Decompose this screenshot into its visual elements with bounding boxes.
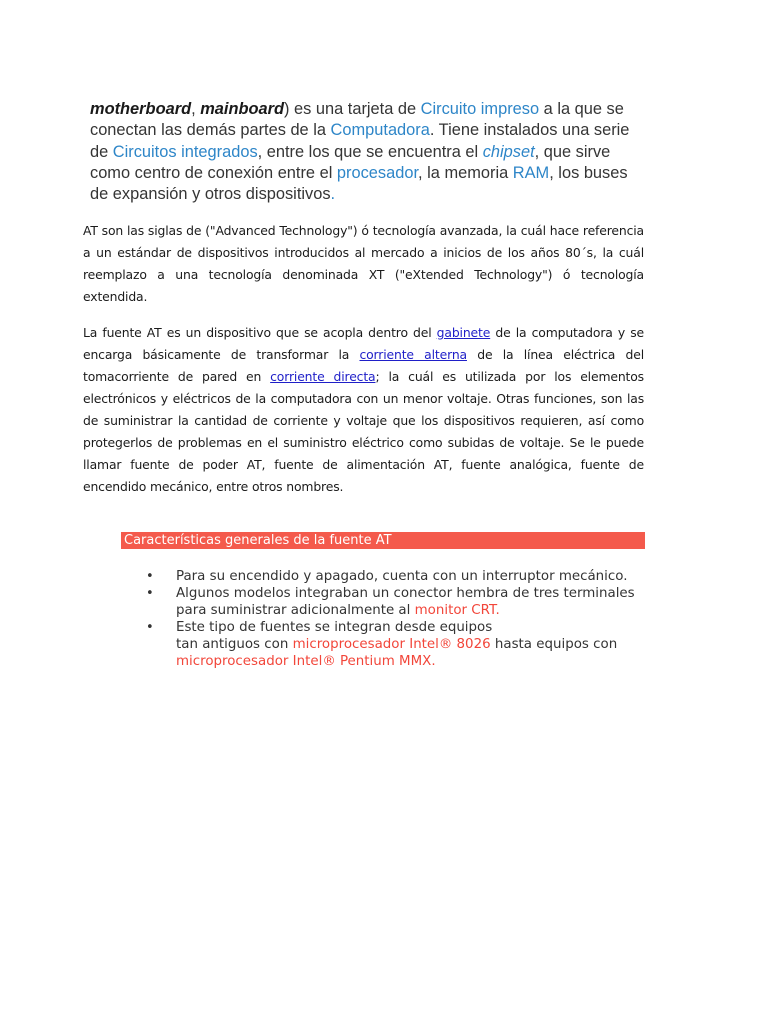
intro-paragraph bbox=[90, 99, 650, 205]
link-intel-8026[interactable]: microprocesador Intel® 8026 bbox=[292, 637, 491, 652]
list-item-text: Algunos modelos integraban un conector hembra de tres terminales para suministrar adicionalmente al bbox=[176, 586, 635, 618]
fuente-text-1: La fuente AT es un dispositivo que se acopla dentro del bbox=[83, 325, 437, 340]
list-item-text: tan antiguos con bbox=[176, 637, 293, 652]
list-item-text: Para su encendido y apagado, cuenta con un interruptor mecánico. bbox=[176, 569, 628, 584]
fuente-text-2: de la computadora y se encarga básicamente de transformar la bbox=[83, 325, 644, 362]
term-mainboard: mainboard bbox=[200, 100, 284, 118]
at-definition-paragraph: AT son las siglas de ("Advanced Technology") ó tecnología avanzada, la cuál hace referencia a un estándar de dispositivos introducidos al mercado a inicios de los años 80´s, la cuál reemplazo a una tecnología denominada XT ("eXtended Technology") ó tecnología extendida. bbox=[83, 223, 644, 304]
list-item-text: hasta equipos con bbox=[490, 637, 618, 652]
list-item-end: . bbox=[431, 654, 436, 669]
intro-text-2: a la que se conectan las demás partes de la bbox=[90, 100, 624, 140]
link-corriente-directa[interactable]: corriente directa bbox=[270, 369, 376, 384]
intro-text-7: , los buses de expansión y otros dispositivos bbox=[90, 163, 628, 204]
section-heading: Características generales de la fuente AT bbox=[121, 532, 645, 549]
bullet-icon: • bbox=[146, 586, 154, 601]
link-circuitos-integrados[interactable]: Circuitos integrados bbox=[112, 142, 258, 161]
bullet-icon: • bbox=[146, 620, 154, 635]
link-intel-pentium-mmx[interactable]: microprocesador Intel® Pentium MMX bbox=[176, 654, 432, 669]
link-ram[interactable]: RAM bbox=[512, 163, 550, 182]
link-corriente-alterna[interactable]: corriente alterna bbox=[359, 347, 467, 362]
bullet-icon: • bbox=[146, 569, 154, 584]
link-procesador[interactable]: procesador bbox=[336, 163, 419, 182]
link-chipset[interactable]: chipset bbox=[482, 142, 535, 161]
link-computadora[interactable]: Computadora bbox=[330, 121, 430, 140]
link-circuito-impreso[interactable]: Circuito impreso bbox=[420, 100, 540, 118]
intro-text-4: , entre los que se encuentra el bbox=[257, 142, 483, 161]
list-item bbox=[146, 619, 646, 670]
list-item-end: . bbox=[495, 603, 500, 618]
link-monitor-crt[interactable]: monitor CRT bbox=[414, 603, 496, 618]
separator: , bbox=[191, 100, 201, 118]
intro-end: . bbox=[330, 185, 336, 204]
list-item bbox=[146, 568, 646, 585]
features-list bbox=[146, 568, 646, 670]
fuente-text-3: de la línea eléctrica del tomacorriente de pared en bbox=[83, 347, 644, 384]
intro-text-1: ) es una tarjeta de bbox=[284, 100, 421, 118]
intro-text-3: . Tiene instalados una serie de bbox=[90, 121, 630, 161]
fuente-text-4: ; la cuál es utilizada por los elementos electrónicos y eléctricos de la computadora con un menor voltaje. Otras funciones, son las de suministrar la cantidad de corriente y voltaje que los dispositivos requieren, así como protegerlos de problemas en el suministro eléctrico como subidas de voltaje. Se le puede llamar fuente de poder AT, fuente de alimentación AT, fuente analógica, fuente de encendido mecánico, entre otros nombres. bbox=[83, 369, 644, 494]
intro-text-6: , la memoria bbox=[418, 163, 513, 182]
term-motherboard: motherboard bbox=[90, 100, 192, 118]
fuente-at-paragraph bbox=[83, 322, 644, 498]
link-gabinete[interactable]: gabinete bbox=[436, 325, 491, 340]
intro-text-5: , que sirve como centro de conexión entre el bbox=[90, 142, 611, 182]
list-item bbox=[146, 585, 646, 619]
list-item-text: Este tipo de fuentes se integran desde equipos bbox=[176, 620, 493, 635]
